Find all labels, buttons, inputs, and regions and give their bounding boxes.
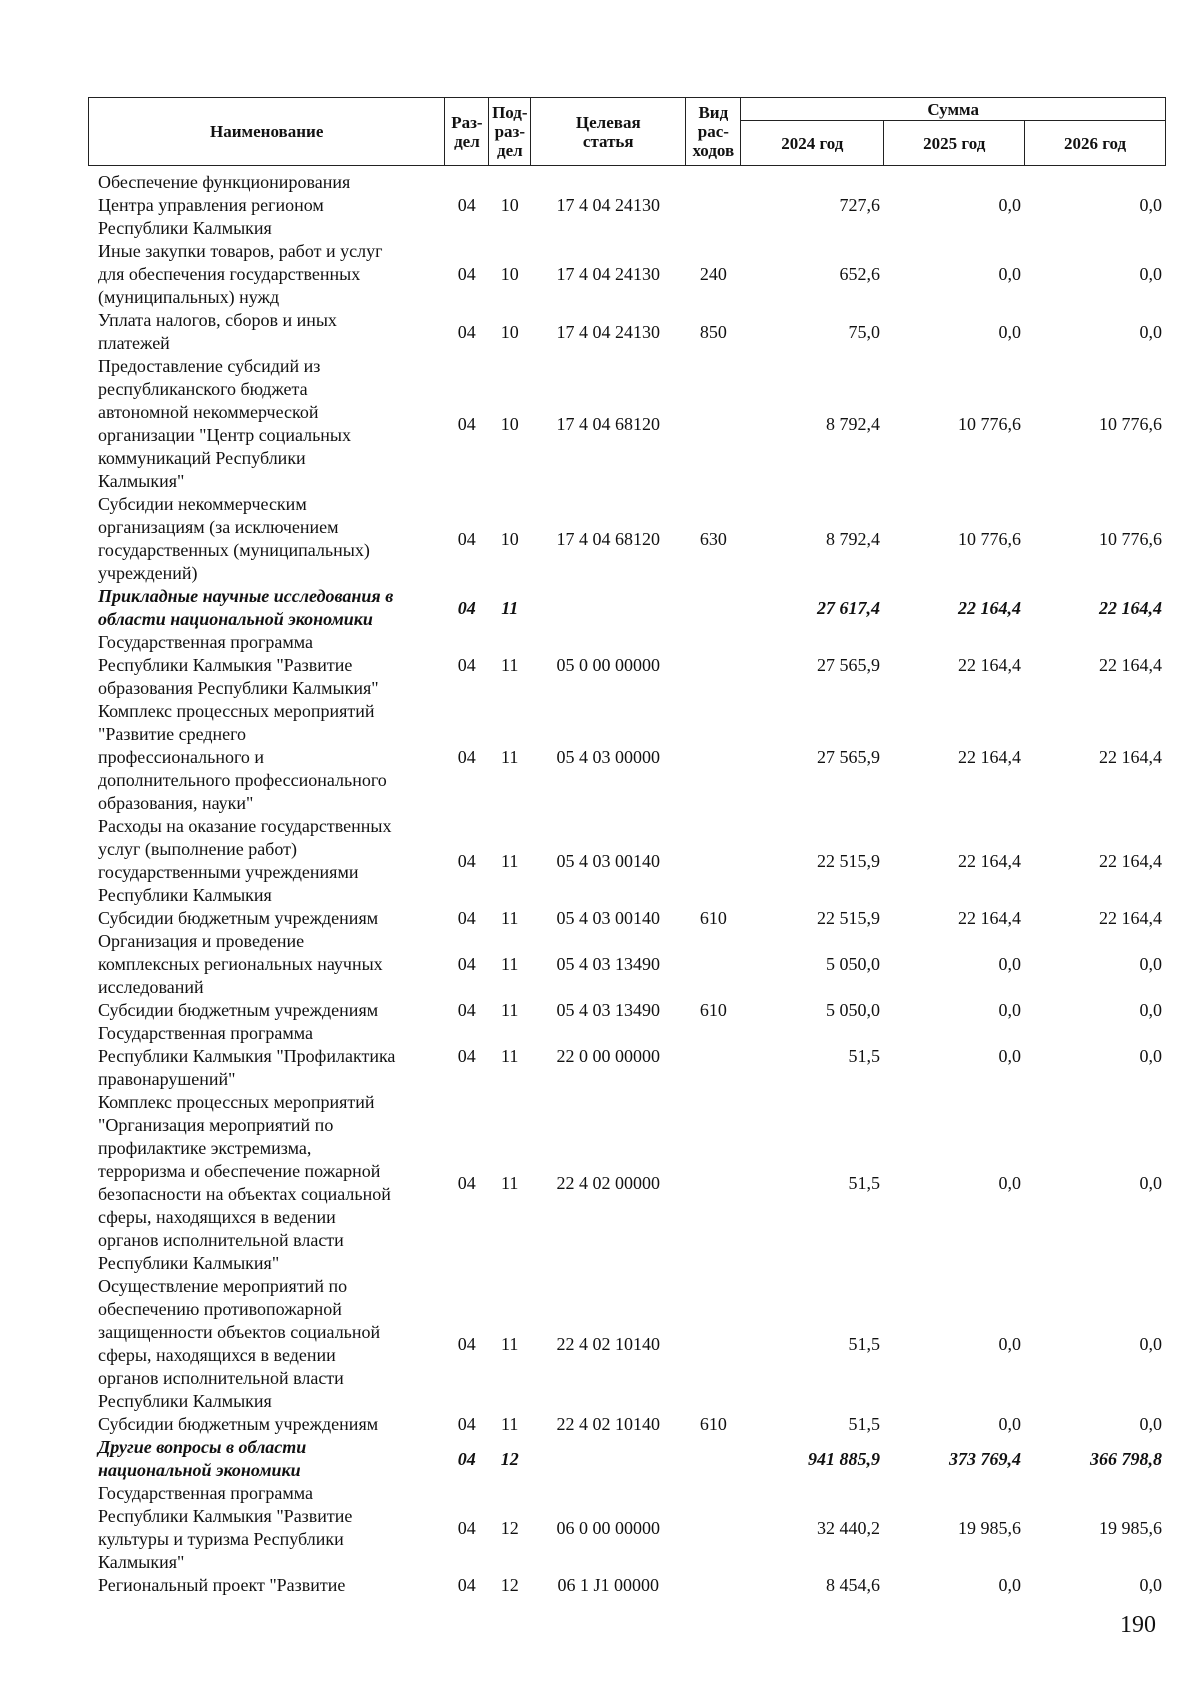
row-name [88,355,445,493]
table-row [88,493,1166,585]
row-name-line: Осуществление мероприятий по [98,1276,348,1296]
row-name-line: Расходы на оказание государственных [98,816,392,836]
row-sum-2026: 19 985,6 [1099,1517,1162,1538]
row-tselevaya: 05 4 03 00140 [556,908,660,928]
row-name-line: Другие вопросы в области [98,1437,307,1457]
row-sum-2026: 0,0 [1139,954,1162,974]
row-razdel: 04 [457,1046,476,1066]
col-header-tselevaya [531,98,686,166]
row-name [88,585,445,631]
row-tselevaya: 17 4 04 68120 [556,528,660,549]
row-sum-2024: 8 792,4 [826,413,881,434]
row-sum-2025: 0,0 [998,954,1021,974]
hdr-part: дел [454,131,480,151]
row-podrazdel: 11 [501,1000,519,1020]
row-name-line: Субсидии бюджетным учреждениям [98,1414,379,1434]
row-podrazdel: 11 [501,655,519,675]
row-tselevaya [531,1436,686,1482]
row-sum-2026: 22 164,4 [1099,597,1162,618]
row-name-line: коммуникаций Республики [98,448,306,468]
row-podrazdel: 11 [501,597,519,618]
row-name-line: безопасности на объектах социальной [98,1184,391,1204]
row-name-line: образования, науки" [98,793,254,813]
row-sum-2024: 22 515,9 [817,850,881,871]
row-name-line: республиканского бюджета [98,379,308,399]
row-tselevaya: 05 4 03 00140 [556,850,660,871]
row-podrazdel: 12 [500,1575,519,1595]
col-header-razdel [445,98,489,166]
row-tselevaya: 17 4 04 68120 [556,413,660,434]
row-name-line: Комплекс процессных мероприятий [98,1092,375,1112]
row-tselevaya: 17 4 04 24130 [556,321,660,342]
row-razdel: 04 [457,597,476,618]
row-razdel: 04 [457,528,476,549]
row-podrazdel: 11 [501,908,519,928]
row-vid [686,631,741,700]
row-name-line: сферы, находящихся в ведении [98,1345,336,1365]
page-number: 190 [1120,1612,1156,1638]
row-name-line: государственными учреждениями [98,862,359,882]
row-razdel: 04 [457,1414,476,1434]
row-sum-2026: 0,0 [1139,1333,1162,1354]
table-row [88,355,1166,493]
row-name [88,171,445,240]
row-razdel: 04 [457,954,476,974]
row-name-line: терроризма и обеспечение пожарной [98,1161,381,1181]
row-name-line: Организация и проведение [98,931,305,951]
row-vid [686,930,741,999]
table-row [88,1275,1166,1413]
row-vid [686,1275,741,1413]
row-name [88,999,445,1022]
row-podrazdel: 11 [501,1046,519,1066]
row-razdel: 04 [457,195,476,215]
row-podrazdel: 11 [501,1333,519,1354]
row-sum-2024: 941 885,9 [808,1448,881,1469]
row-name [88,631,445,700]
row-sum-2025: 0,0 [998,1414,1021,1434]
row-sum-2026: 22 164,4 [1099,747,1162,767]
row-name-line: Субсидии бюджетным учреждениям [98,1000,379,1020]
row-podrazdel: 10 [500,413,519,434]
row-tselevaya: 22 4 02 00000 [556,1172,660,1193]
row-sum-2026: 0,0 [1139,1046,1162,1066]
row-name-line: Иные закупки товаров, работ и услуг [98,241,383,261]
row-name-line: Государственная программа [98,1023,313,1043]
row-name-line: "Развитие среднего [98,724,247,744]
row-sum-2025: 0,0 [998,1333,1021,1354]
row-name-line: исследований [98,977,204,997]
row-sum-2025: 0,0 [998,1000,1021,1020]
row-vid [686,355,741,493]
row-name [88,1022,445,1091]
row-name-line: образования Республики Калмыкия" [98,678,379,698]
row-name-line: защищенности объектов социальной [98,1322,381,1342]
row-name-line: "Организация мероприятий по [98,1115,334,1135]
row-sum-2025: 0,0 [998,1172,1021,1193]
row-sum-2026: 22 164,4 [1099,655,1162,675]
row-tselevaya [531,585,686,631]
row-tselevaya: 06 0 00 00000 [556,1517,660,1538]
row-razdel: 04 [457,1517,476,1538]
row-sum-2026: 10 776,6 [1099,413,1162,434]
row-razdel: 04 [457,264,476,284]
row-sum-2025: 0,0 [998,1575,1021,1595]
col-header-vid [686,98,741,166]
budget-table [88,171,1166,1597]
col-header-podrazdel [489,98,531,166]
row-name [88,930,445,999]
hdr-part: статья [582,131,634,151]
row-name [88,1436,445,1482]
row-sum-2025: 22 164,4 [957,850,1021,871]
row-podrazdel: 10 [500,195,519,215]
table-row [88,309,1166,355]
row-razdel: 04 [457,850,476,871]
row-sum-2026: 22 164,4 [1099,908,1162,928]
row-name-line: Центра управления регионом [98,195,324,215]
row-razdel: 04 [457,1333,476,1354]
row-name-line: национальной экономики [98,1460,301,1480]
table-row [88,1436,1166,1482]
row-sum-2026: 0,0 [1139,264,1162,284]
row-name-line: Уплата налогов, сборов и иных [98,310,337,330]
row-razdel: 04 [457,1000,476,1020]
row-sum-2025: 22 164,4 [957,655,1021,675]
row-vid: 630 [699,528,727,549]
col-header-name: Наименование [89,98,445,166]
row-name [88,1482,445,1574]
row-sum-2024: 8 792,4 [826,528,881,549]
row-sum-2024: 5 050,0 [826,954,881,974]
hdr-part: Целевая [575,112,641,132]
row-name-line: Комплекс процессных мероприятий [98,701,375,721]
row-name-line: сферы, находящихся в ведении [98,1207,336,1227]
row-sum-2025: 0,0 [998,1046,1021,1066]
row-sum-2024: 27 617,4 [817,597,881,618]
row-name-line: области национальной экономики [98,609,373,629]
row-vid [686,1022,741,1091]
row-name [88,493,445,585]
table-row [88,907,1166,930]
row-podrazdel: 12 [500,1448,519,1469]
row-name-line: Республики Калмыкия [98,1391,272,1411]
row-sum-2024: 5 050,0 [826,1000,881,1020]
row-podrazdel: 10 [500,264,519,284]
row-podrazdel: 11 [501,954,519,974]
row-vid: 850 [699,321,727,342]
row-name-line: Калмыкия" [98,1552,185,1572]
row-name-line: организации "Центр социальных [98,425,352,445]
row-name-line: (муниципальных) нужд [98,287,280,307]
row-sum-2025: 19 985,6 [957,1517,1021,1538]
table-row [88,171,1166,240]
row-tselevaya: 22 4 02 10140 [556,1333,660,1354]
row-name [88,815,445,907]
row-name-line: Субсидии бюджетным учреждениям [98,908,379,928]
row-name-line: учреждений) [98,563,198,583]
row-sum-2024: 27 565,9 [817,747,881,767]
row-name-line: Прикладные научные исследования в [98,586,394,606]
row-vid: 610 [699,1000,727,1020]
row-vid: 610 [699,1414,727,1434]
row-name [88,700,445,815]
row-sum-2026: 0,0 [1139,1000,1162,1020]
row-podrazdel: 11 [501,850,519,871]
row-podrazdel: 11 [501,747,519,767]
row-sum-2025: 22 164,4 [957,747,1021,767]
row-vid [686,171,741,240]
table-row [88,1022,1166,1091]
row-sum-2025: 0,0 [998,264,1021,284]
row-vid [686,700,741,815]
row-name-line: дополнительного профессионального [98,770,387,790]
row-name [88,1574,445,1597]
row-tselevaya: 06 1 J1 00000 [557,1575,659,1595]
row-tselevaya: 05 4 03 13490 [556,1000,660,1020]
row-vid [686,1091,741,1275]
row-name-line: Региональный проект "Развитие [98,1575,346,1595]
row-vid [686,1574,741,1597]
table-row [88,1091,1166,1275]
hdr-part: раз- [494,122,526,141]
table-body [88,171,1166,1597]
row-name-line: автономной некоммерческой [98,402,319,422]
row-razdel: 04 [457,413,476,434]
row-tselevaya: 05 4 03 00000 [556,747,660,767]
row-name-line: Республики Калмыкия [98,218,272,238]
col-header-2024: 2024 год [741,121,884,166]
table-row [88,930,1166,999]
row-sum-2025: 0,0 [998,195,1021,215]
row-name-line: для обеспечения государственных [98,264,361,284]
row-name [88,1275,445,1413]
row-sum-2024: 32 440,2 [817,1517,881,1538]
row-razdel: 04 [457,1172,476,1193]
row-podrazdel: 12 [500,1517,519,1538]
table-row [88,700,1166,815]
row-sum-2024: 51,5 [848,1172,881,1193]
row-sum-2024: 27 565,9 [817,655,881,675]
row-razdel: 04 [457,655,476,675]
row-vid [686,815,741,907]
row-podrazdel: 10 [500,321,519,342]
row-name-line: услуг (выполнение работ) [98,839,297,859]
table-row [88,1413,1166,1436]
row-name-line: Республики Калмыкия "Профилактика [98,1046,396,1066]
table-row [88,1482,1166,1574]
row-name-line: культуры и туризма Республики [98,1529,344,1549]
col-header-2025: 2025 год [884,121,1025,166]
row-name-line: органов исполнительной власти [98,1230,344,1250]
row-tselevaya: 05 0 00 00000 [556,655,660,675]
row-podrazdel: 11 [501,1414,519,1434]
row-sum-2025: 373 769,4 [948,1448,1021,1469]
row-name-line: Республики Калмыкия "Развитие [98,655,353,675]
row-sum-2024: 51,5 [848,1046,881,1066]
row-sum-2024: 727,6 [839,195,881,215]
row-name-line: Республики Калмыкия" [98,1253,280,1273]
row-razdel: 04 [457,908,476,928]
row-name-line: комплексных региональных научных [98,954,383,974]
row-tselevaya: 22 0 00 00000 [556,1046,660,1066]
row-name-line: платежей [98,333,170,353]
row-name-line: профилактике экстремизма, [98,1138,312,1158]
row-sum-2024: 22 515,9 [817,908,881,928]
row-vid: 240 [699,264,727,284]
hdr-part: Вид [698,103,729,122]
row-name-line: Республики Калмыкия [98,885,272,905]
row-name-line: органов исполнительной власти [98,1368,344,1388]
row-sum-2024: 652,6 [839,264,881,284]
row-name-line: Государственная программа [98,632,313,652]
row-tselevaya: 17 4 04 24130 [556,264,660,284]
row-name [88,309,445,355]
col-header-2026: 2026 год [1025,121,1166,166]
row-name-line: Калмыкия" [98,471,185,491]
row-sum-2024: 51,5 [848,1333,881,1354]
row-sum-2025: 0,0 [998,321,1021,342]
row-name-line: Обеспечение функционирования [98,172,351,192]
row-sum-2025: 10 776,6 [957,413,1021,434]
row-razdel: 04 [457,1575,476,1595]
row-podrazdel: 10 [500,528,519,549]
row-name-line: организациям (за исключением [98,517,339,537]
row-sum-2026: 0,0 [1139,1414,1162,1434]
col-header-summa: Сумма [741,98,1166,121]
row-sum-2026: 0,0 [1139,321,1162,342]
row-vid: 610 [699,908,727,928]
table-row [88,631,1166,700]
row-tselevaya: 22 4 02 10140 [556,1414,660,1434]
row-sum-2024: 8 454,6 [826,1575,881,1595]
hdr-part: рас- [697,122,729,141]
hdr-part: Раз- [451,112,483,132]
row-sum-2026: 0,0 [1139,1172,1162,1193]
hdr-part: Под- [492,103,528,122]
table-row [88,1574,1166,1597]
row-sum-2026: 0,0 [1139,195,1162,215]
row-sum-2024: 75,0 [848,321,881,342]
table-header [88,97,1166,166]
row-sum-2025: 22 164,4 [957,597,1021,618]
row-name-line: Субсидии некоммерческим [98,494,307,514]
table-row [88,999,1166,1022]
table-row [88,240,1166,309]
row-name-line: Предоставление субсидий из [98,356,321,376]
row-name-line: правонарушений" [98,1069,236,1089]
row-podrazdel: 11 [501,1172,519,1193]
row-vid [686,1482,741,1574]
row-vid [686,585,741,631]
row-name [88,240,445,309]
table-row [88,585,1166,631]
hdr-part: дел [496,141,523,160]
table-row [88,815,1166,907]
row-name-line: обеспечению противопожарной [98,1299,342,1319]
row-razdel: 04 [457,321,476,342]
row-name-line: государственных (муниципальных) [98,540,370,560]
row-name-line: профессионального и [98,747,265,767]
hdr-part: ходов [692,141,735,160]
row-name [88,907,445,930]
row-sum-2026: 0,0 [1139,1575,1162,1595]
row-name-line: Республики Калмыкия "Развитие [98,1506,353,1526]
row-tselevaya: 05 4 03 13490 [556,954,660,974]
row-razdel: 04 [457,1448,476,1469]
row-name [88,1091,445,1275]
row-sum-2026: 10 776,6 [1099,528,1162,549]
row-sum-2025: 22 164,4 [957,908,1021,928]
row-sum-2025: 10 776,6 [957,528,1021,549]
row-sum-2024: 51,5 [848,1414,881,1434]
row-sum-2026: 366 798,8 [1090,1448,1162,1469]
row-name-line: Государственная программа [98,1483,313,1503]
row-sum-2026: 22 164,4 [1099,850,1162,871]
row-name [88,1413,445,1436]
row-razdel: 04 [457,747,476,767]
row-vid [686,1436,741,1482]
row-tselevaya: 17 4 04 24130 [556,195,660,215]
